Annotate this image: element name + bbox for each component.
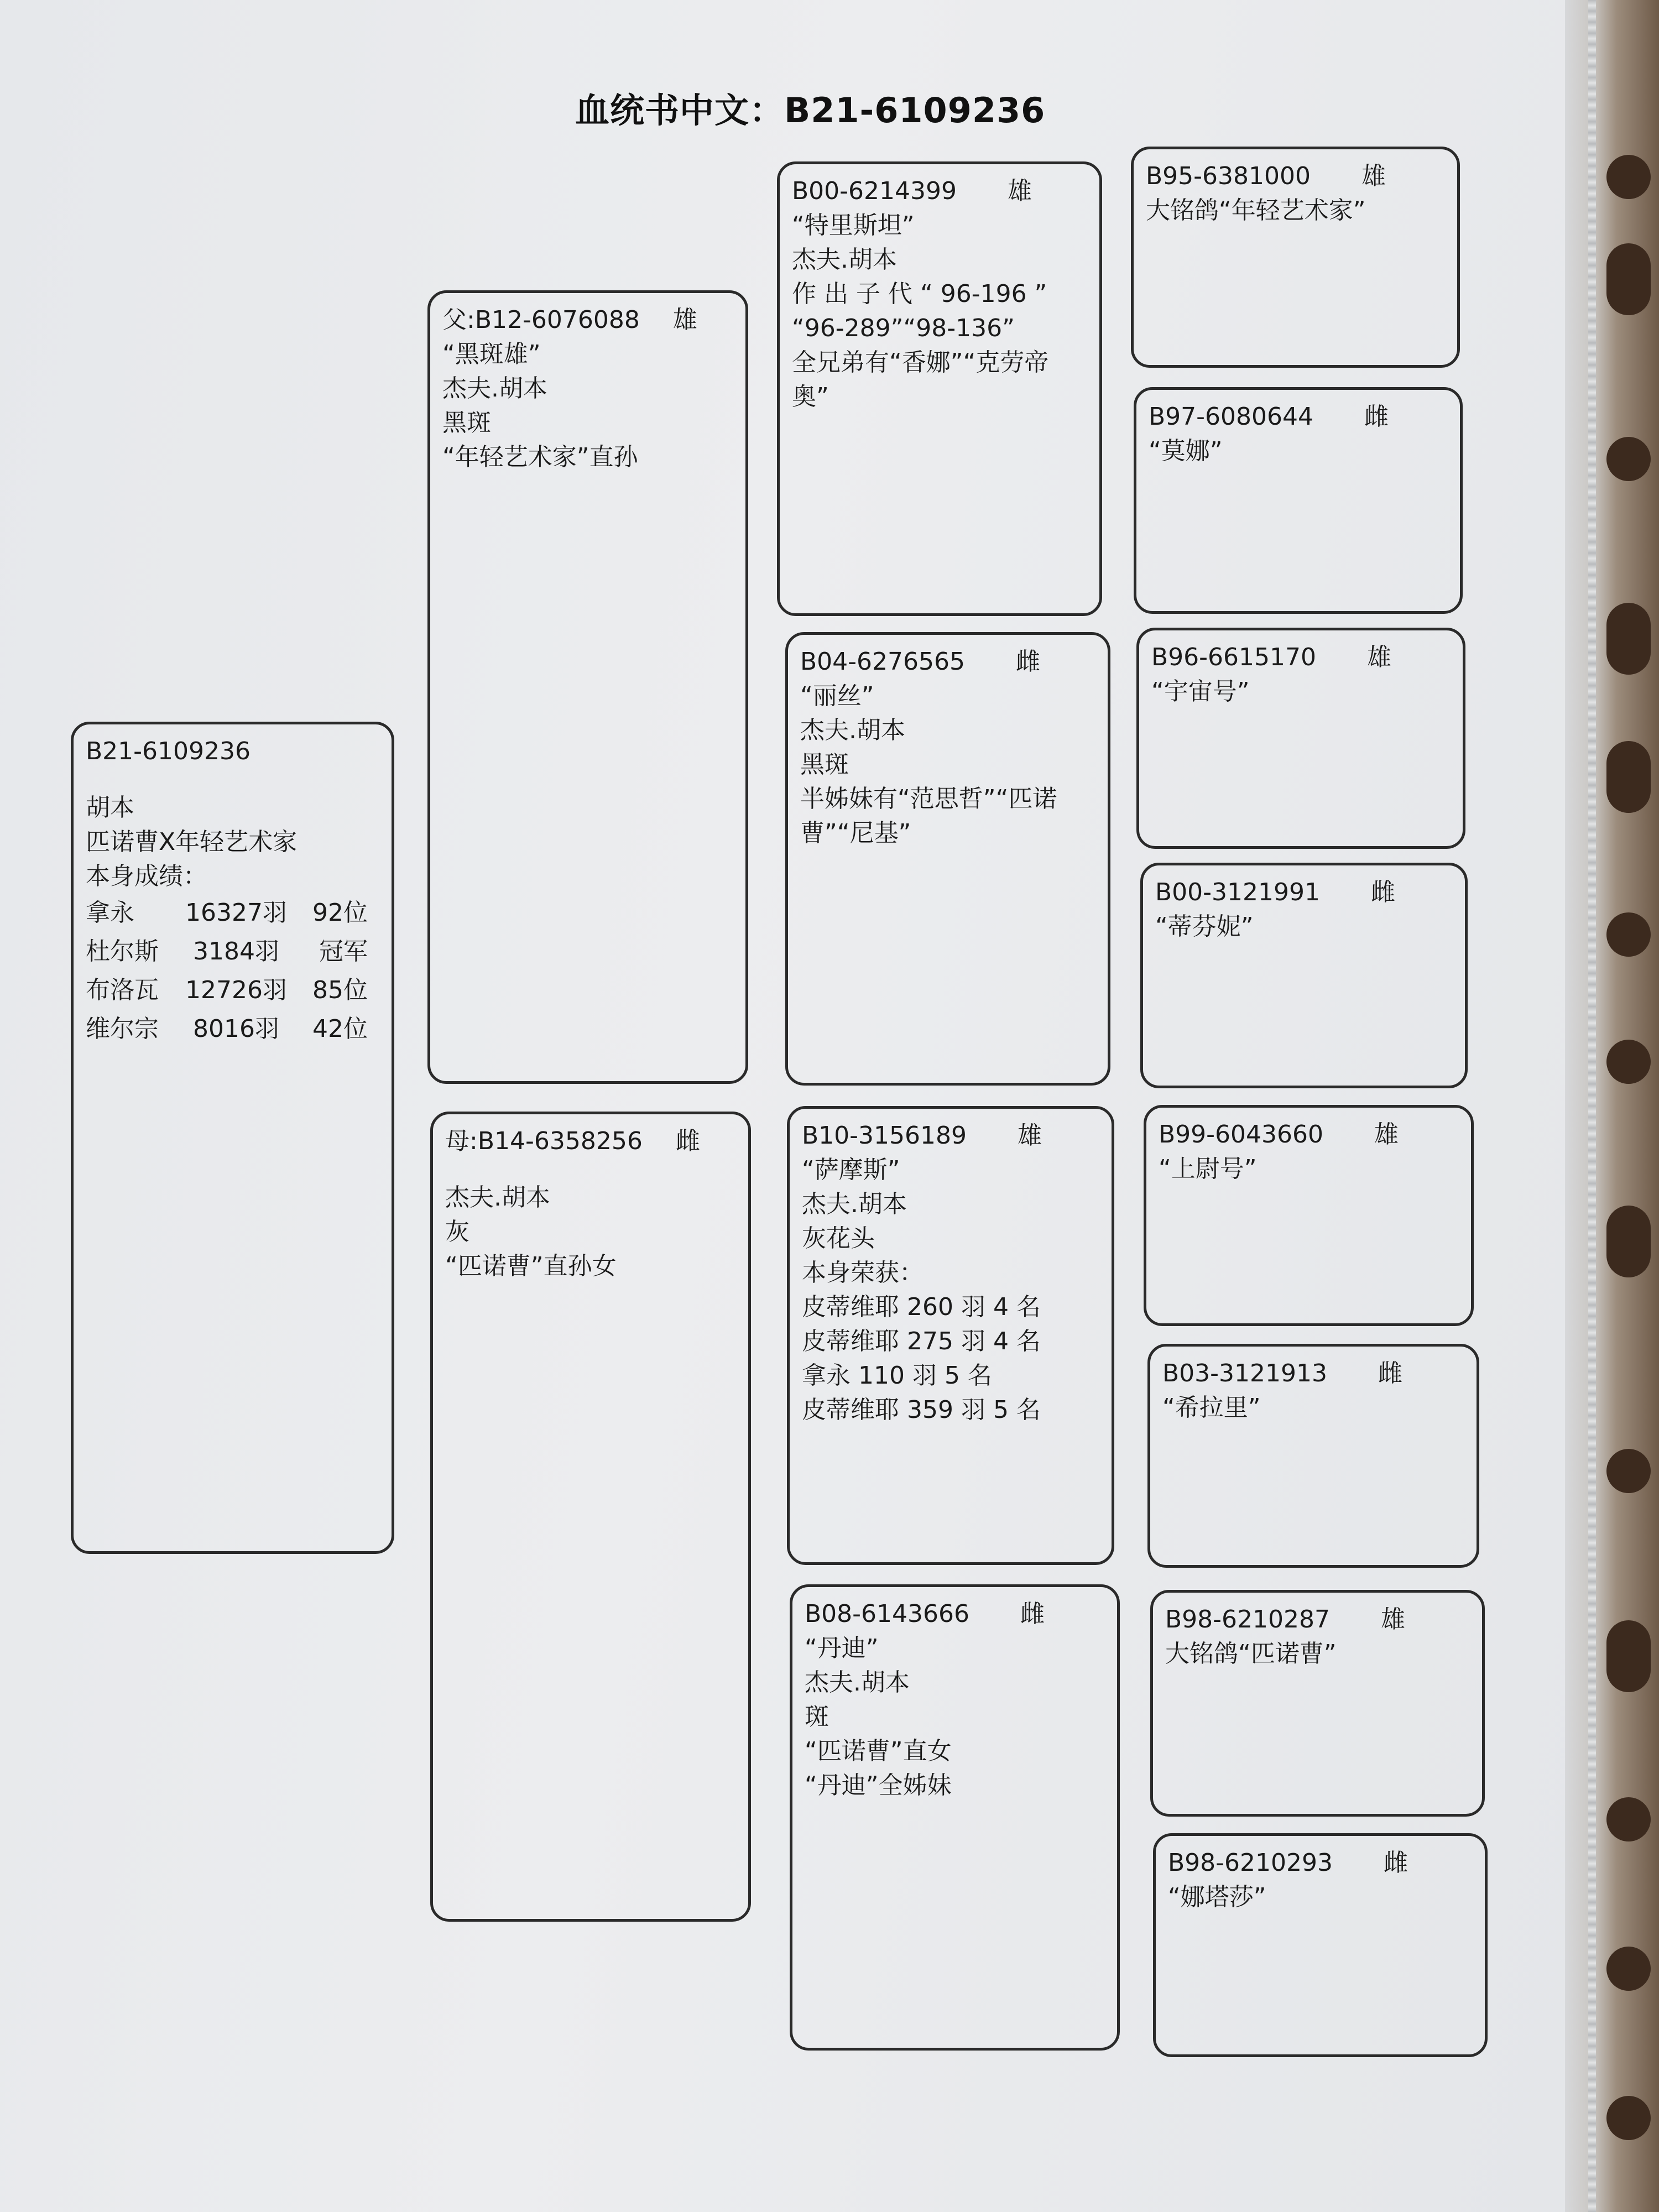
page-title: 血统书中文：B21-6109236 (575, 90, 1046, 131)
grandparent-card (787, 1106, 1114, 1565)
card-line: 皮蒂维耶 359 羽 5 名 (802, 1396, 1041, 1424)
sire-ring-number: 父:B12-6076088 (442, 306, 640, 334)
sex: 雄 (1018, 1121, 1042, 1150)
result-place: 92位 (312, 899, 368, 927)
binder-hole (1606, 1620, 1651, 1692)
card-line: 奥” (792, 383, 829, 411)
binder-hole (1606, 1947, 1651, 1991)
card-line: “莫娜” (1149, 437, 1223, 465)
card-line: 杰夫.胡本 (442, 374, 547, 403)
sex: 雌 (1378, 1359, 1402, 1387)
ring-number: B97-6080644 (1149, 403, 1314, 431)
card-line: 曹”“尼基” (800, 819, 911, 847)
great-grandparent-card (1147, 1344, 1479, 1568)
dam-ring-number: 母:B14-6358256 (445, 1127, 643, 1155)
card-line: 本身荣获： (802, 1259, 924, 1287)
card-line: 灰 (445, 1218, 469, 1246)
card-line: “特里斯坦” (792, 211, 915, 239)
plastic-sleeve (1565, 0, 1659, 2212)
card-line: “丽丝” (800, 682, 874, 710)
result-race: 布洛瓦 (86, 976, 159, 1004)
card-header (1149, 400, 1448, 434)
card-line: 皮蒂维耶 275 羽 4 名 (802, 1327, 1041, 1355)
ring-number: B98-6210293 (1168, 1849, 1333, 1877)
result-row (86, 1010, 379, 1048)
card-line: 杰夫.胡本 (800, 716, 905, 744)
ring-number: B00-3121991 (1155, 878, 1321, 906)
binder-hole (1606, 2096, 1651, 2140)
result-row (86, 932, 379, 971)
binder-hole (1606, 741, 1651, 813)
binder-hole (1606, 603, 1651, 675)
ring-number: B08-6143666 (805, 1600, 970, 1628)
result-birds: 12726羽 (185, 976, 287, 1004)
result-race: 拿永 (86, 899, 134, 927)
ring-number: B99-6043660 (1159, 1120, 1324, 1149)
sex: 雌 (1364, 403, 1389, 431)
card-header (1146, 159, 1445, 194)
binder-hole (1606, 437, 1651, 481)
card-line: 大铭鸽“年轻艺术家” (1146, 196, 1366, 225)
ring-number: B95-6381000 (1146, 162, 1311, 190)
result-place: 42位 (312, 1015, 368, 1043)
card-header (1168, 1846, 1473, 1880)
card-line: “丹迪” (805, 1634, 879, 1662)
subject-cross: 匹诺曹X年轻艺术家 (86, 828, 298, 856)
card-line: 黑斑 (800, 750, 849, 779)
binder-hole (1606, 1040, 1651, 1084)
sex: 雌 (1020, 1600, 1045, 1628)
sex: 雄 (1008, 177, 1032, 205)
sex: 雌 (1016, 648, 1040, 676)
subject-results-heading: 本身成绩： (86, 862, 207, 890)
binder-hole (1606, 1797, 1651, 1841)
card-line: “匹诺曹”直孙女 (445, 1252, 617, 1280)
result-row (86, 894, 379, 932)
card-line: “萨摩斯” (802, 1156, 900, 1184)
card-line: 皮蒂维耶 260 羽 4 名 (802, 1293, 1041, 1321)
sleeve-seam (1588, 0, 1596, 2212)
card-line: 杰夫.胡本 (792, 246, 897, 274)
ring-number: B03-3121913 (1162, 1359, 1328, 1387)
ring-number: B00-6214399 (792, 177, 957, 205)
dam-card (430, 1112, 751, 1922)
grandparent-card (777, 161, 1102, 616)
great-grandparent-card (1136, 628, 1465, 849)
ring-number: B04-6276565 (800, 648, 966, 676)
sire-sex: 雄 (672, 306, 697, 334)
card-line: 全兄弟有“香娜”“克劳帝 (792, 348, 1049, 377)
great-grandparent-card (1153, 1833, 1488, 2057)
subject-ring-number: B21-6109236 (86, 737, 251, 765)
grandparent-card (785, 632, 1110, 1086)
great-grandparent-card (1144, 1105, 1474, 1326)
card-line: 大铭鸽“匹诺曹” (1165, 1640, 1337, 1668)
card-line: “96-289”“98-136” (792, 314, 1015, 342)
result-race: 杜尔斯 (86, 937, 159, 966)
card-header (1155, 875, 1453, 910)
card-header (1151, 640, 1451, 675)
subject-owner: 胡本 (86, 794, 134, 822)
result-row (86, 971, 379, 1010)
card-line: “黑斑雄” (442, 340, 541, 368)
card-header (792, 174, 1087, 208)
card-line: “匹诺曹”直女 (805, 1737, 952, 1765)
sex: 雄 (1381, 1605, 1405, 1634)
card-line: “娜塔莎” (1168, 1883, 1266, 1911)
result-birds: 3184羽 (193, 937, 279, 966)
card-line: 杰夫.胡本 (802, 1190, 907, 1218)
card-line: 作 出 子 代 “ 96-196 ” (792, 280, 1047, 308)
great-grandparent-card (1134, 387, 1463, 614)
ring-number: B98-6210287 (1165, 1605, 1331, 1634)
grandparent-card (790, 1584, 1120, 2051)
card-line: 斑 (805, 1703, 829, 1731)
great-grandparent-card (1131, 147, 1460, 368)
card-header (445, 1124, 736, 1159)
card-line: “蒂芬妮” (1155, 912, 1254, 941)
card-header (1159, 1118, 1459, 1152)
ring-number: B96-6615170 (1151, 643, 1317, 671)
result-race: 维尔宗 (86, 1015, 159, 1043)
result-place: 冠军 (319, 937, 368, 966)
ring-number: B10-3156189 (802, 1121, 967, 1150)
sire-card (427, 290, 748, 1084)
card-header (1162, 1357, 1464, 1391)
card-line: 杰夫.胡本 (445, 1183, 550, 1212)
card-line: “丹迪”全姊妹 (805, 1771, 952, 1799)
great-grandparent-card (1140, 863, 1468, 1088)
great-grandparent-card (1150, 1590, 1485, 1817)
card-header (442, 303, 733, 337)
sex: 雄 (1361, 162, 1386, 190)
card-header (1165, 1603, 1470, 1637)
result-place: 85位 (312, 976, 368, 1004)
binder-hole (1606, 1449, 1651, 1493)
card-header (805, 1597, 1105, 1631)
binder-hole (1606, 912, 1651, 957)
card-line: “年轻艺术家”直孙 (442, 443, 638, 471)
sex: 雄 (1367, 643, 1391, 671)
card-line: “上尉号” (1159, 1155, 1257, 1183)
card-line: 拿永 110 羽 5 名 (802, 1361, 992, 1390)
subject-card (71, 722, 394, 1554)
card-line: 杰夫.胡本 (805, 1668, 910, 1697)
card-header (802, 1119, 1099, 1153)
result-birds: 16327羽 (185, 899, 287, 927)
card-line: “希拉里” (1162, 1394, 1261, 1422)
binder-hole (1606, 155, 1651, 199)
sex: 雌 (1384, 1849, 1408, 1877)
card-line: 半姊妹有“范思哲”“匹诺 (800, 785, 1057, 813)
binder-hole (1606, 243, 1651, 315)
card-line: 灰花头 (802, 1224, 875, 1253)
card-line: “宇宙号” (1151, 677, 1250, 706)
binder-hole (1606, 1206, 1651, 1277)
card-header (800, 645, 1095, 679)
dam-sex: 雌 (675, 1127, 700, 1155)
sex: 雄 (1374, 1120, 1399, 1149)
sex: 雌 (1371, 878, 1395, 906)
card-line: 黑斑 (442, 409, 491, 437)
result-birds: 8016羽 (193, 1015, 279, 1043)
